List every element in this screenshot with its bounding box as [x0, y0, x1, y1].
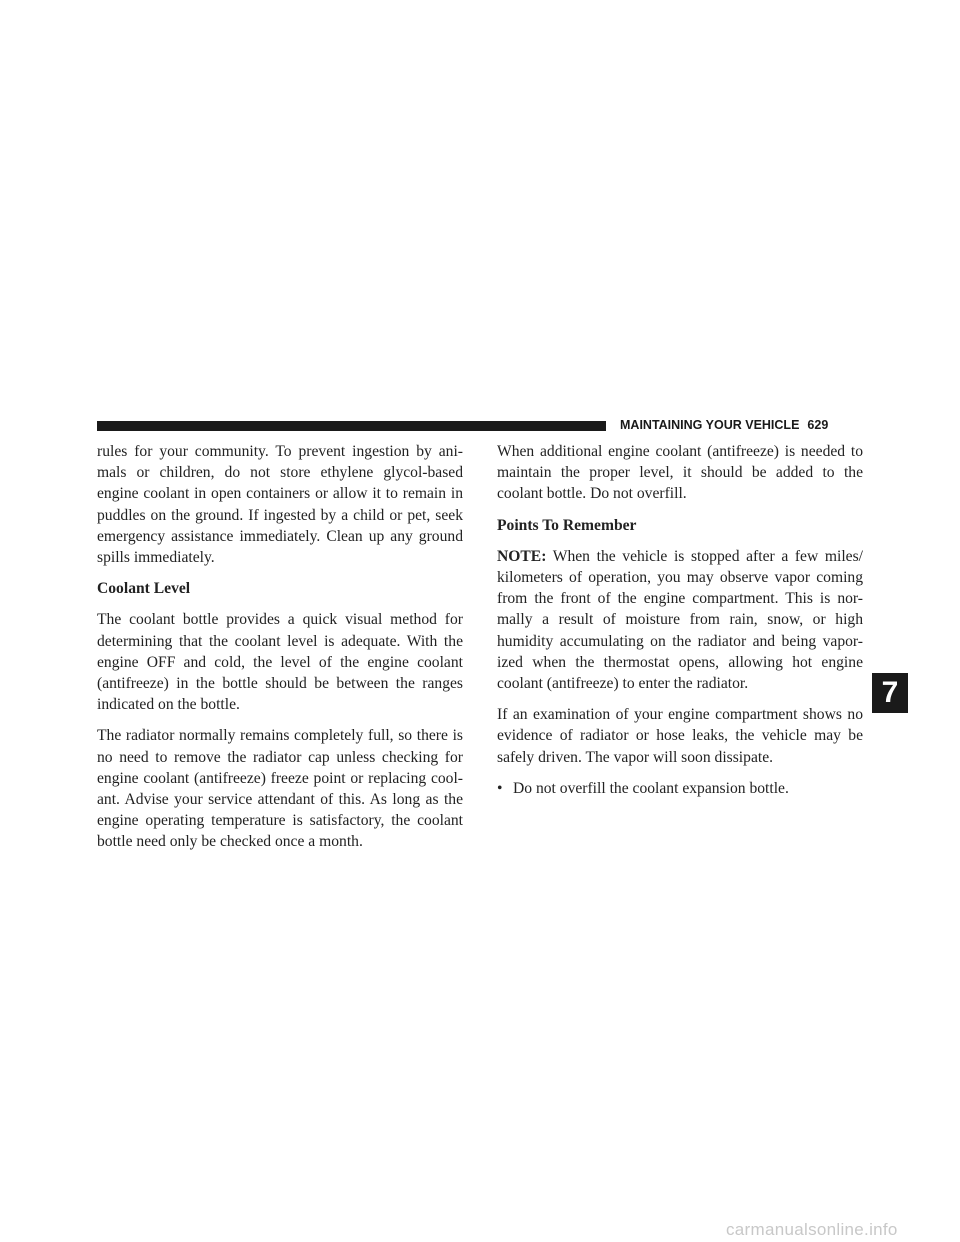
paragraph-examination: If an examination of your engine compartment shows no evidence of radiator or hose leaks, the vehicle may be safely driven. The vapor will soon dissipate. [497, 706, 863, 766]
heading-points-to-remember: Points To Remember [497, 516, 637, 534]
right-column [497, 441, 863, 809]
bullet-text: Do not overfill the coolant expansion bottle. [513, 779, 789, 797]
paragraph-radiator: The radiator normally remains completely full, so there is no need to remove the radiator cap unless checking for engine coolant (antifreeze) freeze point or replacing cool- ant. Advise your service attendant of this. As long as the engine operating temperature is satisfactory, the coolant bottle need only be checked once a month. [97, 727, 463, 851]
heading-coolant-level: Coolant Level [97, 580, 191, 598]
note-paragraph [497, 546, 863, 694]
bullet-dot-icon: • [497, 779, 503, 797]
paragraph-ingestion: rules for your community. To prevent ingestion by ani- mals or children, do not store ethylene glycol-based engine coolant in open containers or allow it to remain in puddles on the ground. If ingested by a child or pet, seek emergency assistance immediately. Clean up any ground spills immediately. [97, 443, 463, 567]
note-text: When the vehicle is stopped after a few miles/ kilometers of operation, you may observe vapor coming from the front of the engine compartment. This is nor- mally a result of moisture from rain, snow, or high humidity accumulating on the radiator and being vapor- ized when the thermostat opens, allowing hot engine coolant (antifreeze) to enter the radiator. [497, 547, 863, 693]
note-label: NOTE: [497, 547, 547, 565]
page-number: 629 [807, 418, 829, 432]
paragraph-additional-coolant: When additional engine coolant (antifreeze) is needed to maintain the proper level, it should be added to the coolant bottle. Do not overfill. [497, 443, 863, 503]
left-column [97, 441, 463, 863]
header-rule [97, 421, 606, 431]
paragraph-coolant-bottle: The coolant bottle provides a quick visual method for determining that the coolant level is adequate. With the engine OFF and cold, the level of the engine coolant (antifreeze) in the bottle should be between the ranges indicated on the bottle. [97, 611, 463, 714]
running-header [620, 418, 828, 432]
bullet-item [497, 778, 863, 799]
watermark: carmanualsonline.info [726, 1220, 898, 1239]
section-title: MAINTAINING YOUR VEHICLE [620, 418, 800, 432]
chapter-tab: 7 [872, 673, 908, 713]
